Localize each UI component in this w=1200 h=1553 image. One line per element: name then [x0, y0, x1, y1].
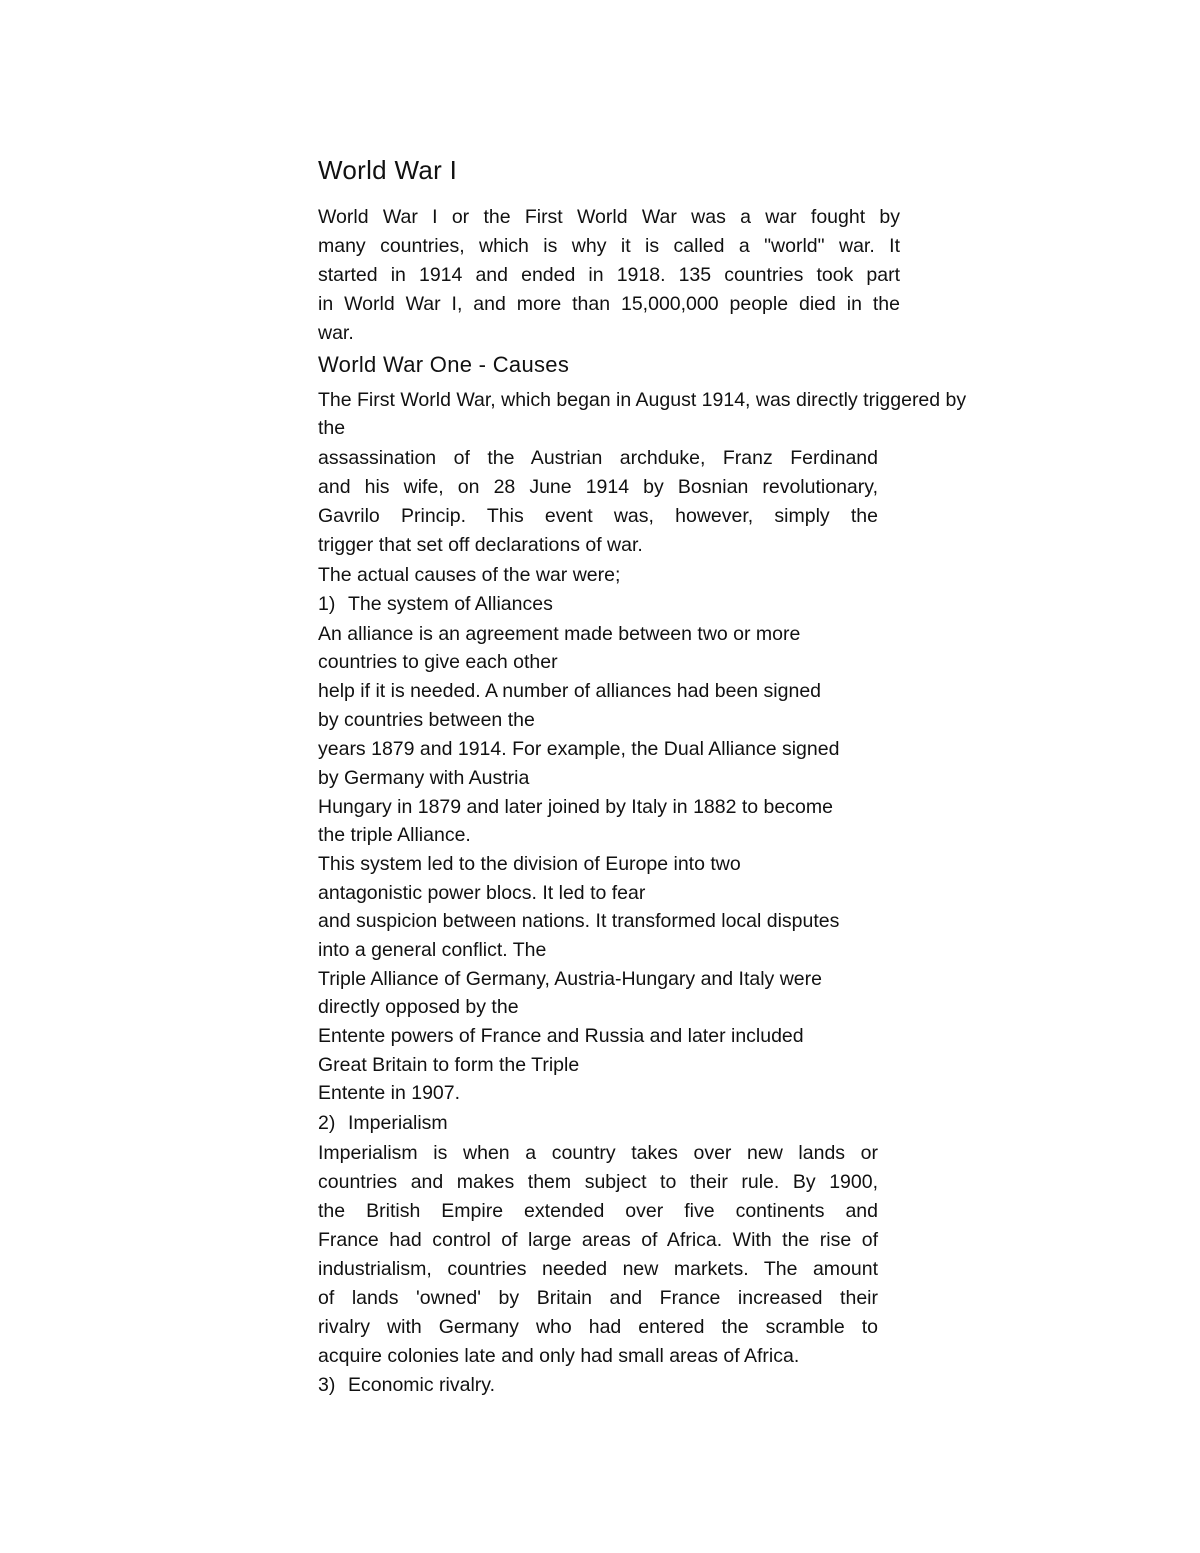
intro-line: World War I or the First World War was a war fought by [318, 206, 900, 228]
cause-label: Economic rivalry. [348, 1374, 496, 1396]
intro-line: in World War I, and more than 15,000,000 people died in the [318, 293, 900, 315]
cause-1-line: Entente in 1907. [318, 1082, 461, 1104]
cause-2-line: the British Empire extended over five continents and [318, 1200, 878, 1222]
cause-number: 3) [318, 1374, 336, 1396]
causes-heading: World War One - Causes [318, 352, 570, 377]
cause-1-line: directly opposed by the [318, 996, 519, 1018]
cause-1-line: antagonistic power blocs. It led to fear [318, 882, 646, 904]
causes-line: the [318, 417, 346, 439]
cause-1-line: Great Britain to form the Triple [318, 1054, 580, 1076]
cause-1-line: the triple Alliance. [318, 824, 471, 846]
cause-1-line: help if it is needed. A number of alliances had been signed [318, 680, 822, 702]
document-title: World War I [318, 155, 458, 185]
intro-line: started in 1914 and ended in 1918. 135 countries took part [318, 264, 900, 286]
causes-line: The actual causes of the war were; [318, 564, 621, 586]
cause-label: Imperialism [348, 1112, 448, 1134]
causes-line: assassination of the Austrian archduke, Franz Ferdinand [318, 447, 878, 469]
causes-line: The First World War, which began in August 1914, was directly triggered by [318, 389, 967, 411]
cause-1-line: and suspicion between nations. It transformed local disputes [318, 910, 840, 932]
cause-2-line: France had control of large areas of Africa. With the rise of [318, 1229, 878, 1251]
cause-number: 1) [318, 593, 336, 615]
cause-number: 2) [318, 1112, 336, 1134]
cause-3-heading [318, 1373, 495, 1397]
cause-1-line: years 1879 and 1914. For example, the Dual Alliance signed [318, 738, 840, 760]
cause-1-line: by countries between the [318, 709, 535, 731]
causes-line: Gavrilo Princip. This event was, however, simply the [318, 505, 878, 527]
cause-2-heading [318, 1111, 448, 1135]
cause-label: The system of Alliances [348, 593, 553, 615]
cause-1-line: countries to give each other [318, 651, 558, 673]
cause-1-line: into a general conflict. The [318, 939, 547, 961]
intro-line: war. [318, 322, 354, 344]
cause-2-line: of lands 'owned' by Britain and France increased their [318, 1287, 878, 1309]
cause-2-line: acquire colonies late and only had small areas of Africa. [318, 1345, 800, 1367]
cause-2-line: industrialism, countries needed new markets. The amount [318, 1258, 878, 1280]
cause-2-line: countries and makes them subject to their rule. By 1900, [318, 1171, 878, 1193]
intro-line: many countries, which is why it is called a "world" war. It [318, 235, 900, 257]
cause-2-line: Imperialism is when a country takes over new lands or [318, 1142, 878, 1164]
cause-1-line: Triple Alliance of Germany, Austria-Hungary and Italy were [318, 968, 822, 990]
cause-1-line: by Germany with Austria [318, 767, 530, 789]
causes-line: trigger that set off declarations of war. [318, 534, 643, 556]
cause-1-line: An alliance is an agreement made between two or more [318, 623, 801, 645]
cause-1-line: This system led to the division of Europe into two [318, 853, 741, 875]
cause-1-line: Entente powers of France and Russia and later included [318, 1025, 804, 1047]
cause-2-line: rivalry with Germany who had entered the scramble to [318, 1316, 878, 1338]
cause-1-heading [318, 592, 553, 616]
cause-1-line: Hungary in 1879 and later joined by Italy in 1882 to become [318, 796, 833, 818]
causes-line: and his wife, on 28 June 1914 by Bosnian revolutionary, [318, 476, 878, 498]
